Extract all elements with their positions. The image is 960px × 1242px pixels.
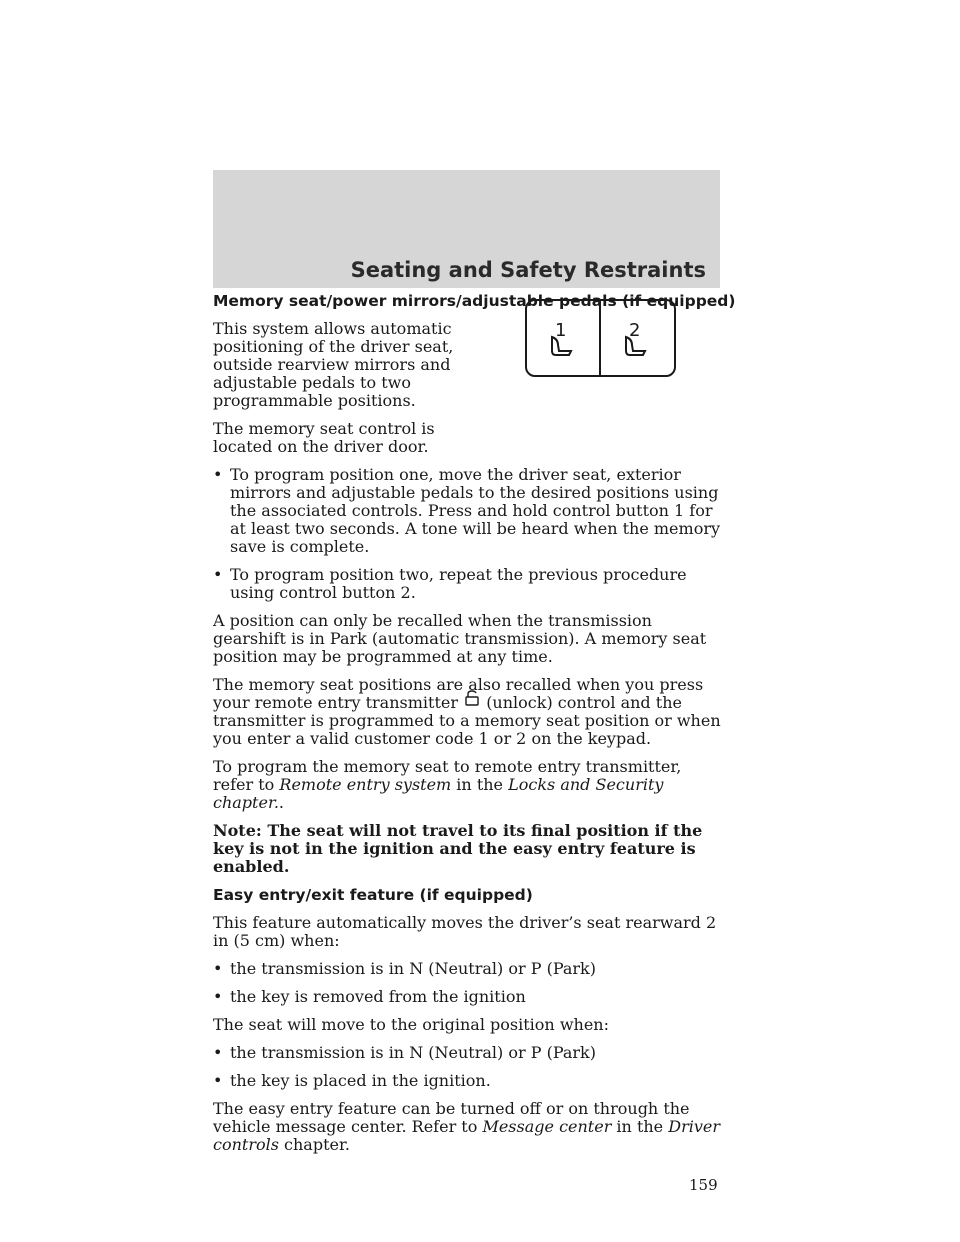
paragraph-text: in the (451, 775, 509, 794)
paragraph-text: in the (611, 1117, 669, 1136)
page-number: 159 (689, 1176, 718, 1194)
bullet-glyph: • (213, 565, 223, 584)
paragraph: A position can only be recalled when the transmission gearshift is in Park (automatic transmission). A memory seat position may be programmed at any time. (213, 611, 707, 666)
paragraph-text: chapter. (278, 1135, 350, 1154)
note: Note: The seat will not travel to its final position if the key is not in the ignition and the easy entry feature is enabled. (213, 821, 703, 876)
paragraph (213, 676, 723, 748)
list-item (213, 466, 723, 556)
reference-message-center: Message center (482, 1117, 612, 1136)
page-content (213, 292, 736, 1164)
reference-remote-entry: Remote entry system (279, 775, 452, 794)
paragraph: The seat will move to the original position when: (213, 1015, 609, 1034)
list-item-text: the transmission is in N (Neutral) or P (Park) (230, 1043, 596, 1062)
paragraph: This feature automatically moves the driver’s seat rearward 2 in (5 cm) when: (213, 913, 717, 950)
paragraph: The memory seat control is located on the driver door. (213, 419, 435, 456)
paragraph: This system allows automatic positioning of the driver seat, outside rearview mirrors and adjustable pedals to two programmable positions. (213, 319, 454, 410)
list-item-text: the key is placed in the ignition. (230, 1071, 491, 1090)
list-item (213, 1044, 723, 1062)
list-item (213, 988, 723, 1006)
section-title: Seating and Safety Restraints (350, 258, 706, 282)
memory-seat-heading: Memory seat/power mirrors/adjustable pedals (if equipped) (213, 292, 736, 310)
list-item-text: To program position one, move the driver seat, exterior mirrors and adjustable pedals to the desired positions using the associated controls. Press and hold control button 1 for at least two seconds. A tone will be heard when the memory save is complete. (230, 465, 721, 556)
easy-entry-heading: Easy entry/exit feature (if equipped) (213, 886, 533, 904)
paragraph-text: The easy entry feature can be turned off or on through the vehicle message center. Refer to (213, 1099, 690, 1136)
list-item-text: To program position two, repeat the previous procedure using control button 2. (230, 565, 687, 602)
paragraph-text: . (278, 793, 285, 812)
bullet-glyph: • (213, 959, 223, 978)
list-item-text: the transmission is in N (Neutral) or P (Park) (230, 959, 596, 978)
paragraph-text: The memory seat positions are also recalled when you press your remote entry transmitter (213, 675, 704, 712)
paragraph (213, 1100, 723, 1154)
bullet-glyph: • (213, 465, 223, 484)
unlock-icon (465, 690, 479, 706)
svg-text:1: 1 (555, 321, 567, 341)
list-item-text: the key is removed from the ignition (230, 987, 526, 1006)
paragraph (213, 758, 723, 812)
reference-locks-chapter: Locks and Security chapter. (213, 775, 664, 812)
svg-text:2: 2 (629, 321, 641, 341)
reference-driver-controls: Driver controls (213, 1117, 720, 1154)
list-item (213, 960, 723, 978)
section-header-band (213, 170, 720, 288)
list-item (213, 566, 723, 602)
bullet-glyph: • (213, 1071, 223, 1090)
paragraph-text: To program the memory seat to remote entry transmitter, refer to (213, 757, 682, 794)
paragraph-text: (unlock) control and the transmitter is programmed to a memory seat position or when you enter a valid customer code 1 or 2 on the keypad. (213, 693, 721, 748)
bullet-glyph: • (213, 987, 223, 1006)
bullet-glyph: • (213, 1043, 223, 1062)
list-item (213, 1072, 723, 1090)
